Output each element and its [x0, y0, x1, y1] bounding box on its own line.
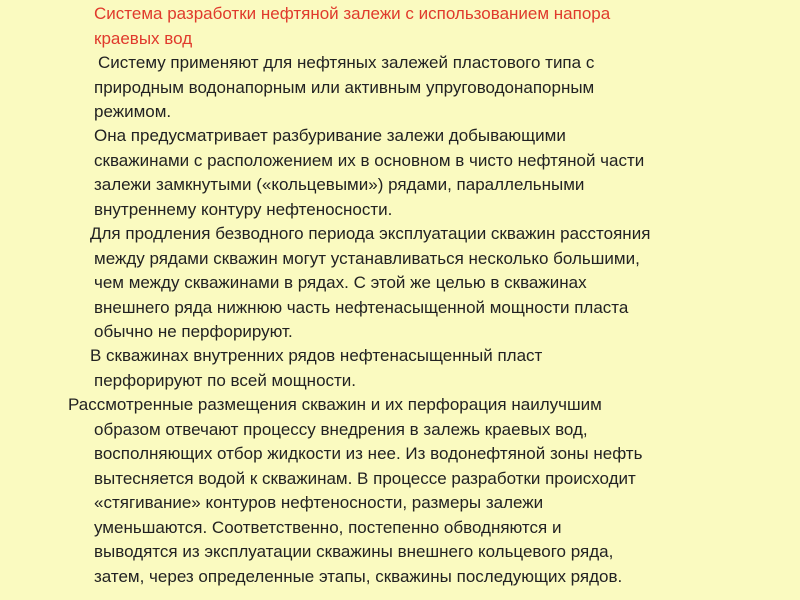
- paragraph-line: вытесняется водой к скважинам. В процессе разработки происходит: [94, 468, 636, 488]
- paragraph-line: между рядами скважин могут устанавливаться несколько большими,: [94, 248, 640, 268]
- paragraph-line: образом отвечают процессу внедрения в залежь краевых вод,: [94, 419, 588, 439]
- paragraph-line: природным водонапорным или активным упруговодонапорным: [94, 77, 595, 97]
- paragraph-line: чем между скважинами в рядах. С этой же целью в скважинах: [94, 273, 587, 292]
- slide-title: [0, 2, 800, 51]
- paragraph-line: внешнего ряда нижнюю часть нефтенасыщенной мощности пласта: [94, 297, 629, 317]
- paragraph-line: В скважинах внутренних рядов нефтенасыщенный пласт: [90, 346, 543, 365]
- paragraph-line: Рассмотренные размещения скважин и их перфорация наилучшим: [68, 395, 602, 414]
- title-line: Система разработки нефтяной залежи с использованием напора: [94, 4, 611, 23]
- paragraph-line: Для продления безводного периода эксплуатации скважин расстояния: [90, 224, 651, 243]
- title-line: краевых вод: [94, 28, 193, 48]
- paragraph-application: [0, 51, 800, 125]
- paragraph-line: залежи замкнутыми («кольцевыми») рядами, параллельными: [94, 175, 585, 194]
- paragraph-line: затем, через определенные этапы, скважины последующих рядов.: [94, 566, 623, 586]
- paragraph-line: Она предусматривает разбуривание залежи добывающими: [94, 126, 566, 145]
- paragraph-line: перфорируют по всей мощности.: [94, 370, 357, 390]
- paragraph-line: внутреннему контуру нефтеносности.: [94, 199, 393, 219]
- paragraph-conclusion: [0, 393, 800, 589]
- paragraph-drilling: [0, 124, 800, 222]
- paragraph-line: скважинами с расположением их в основном в чисто нефтяной части: [94, 150, 645, 170]
- paragraph-line: «стягивание» контуров нефтеносности, размеры залежи: [94, 493, 544, 512]
- paragraph-line: обычно не перфорируют.: [94, 322, 293, 341]
- paragraph-line: выводятся из эксплуатации скважины внешнего кольцевого ряда,: [94, 542, 614, 561]
- paragraph-inner-rows: [0, 344, 800, 393]
- paragraph-line: восполняющих отбор жидкости из нее. Из водонефтяной зоны нефть: [94, 444, 643, 463]
- paragraph-anhydrous-period: [0, 222, 800, 345]
- paragraph-line: режимом.: [94, 102, 172, 121]
- paragraph-line: уменьшаются. Соответственно, постепенно обводняются и: [94, 517, 562, 537]
- paragraph-line: Систему применяют для нефтяных залежей пластового типа с: [98, 53, 595, 72]
